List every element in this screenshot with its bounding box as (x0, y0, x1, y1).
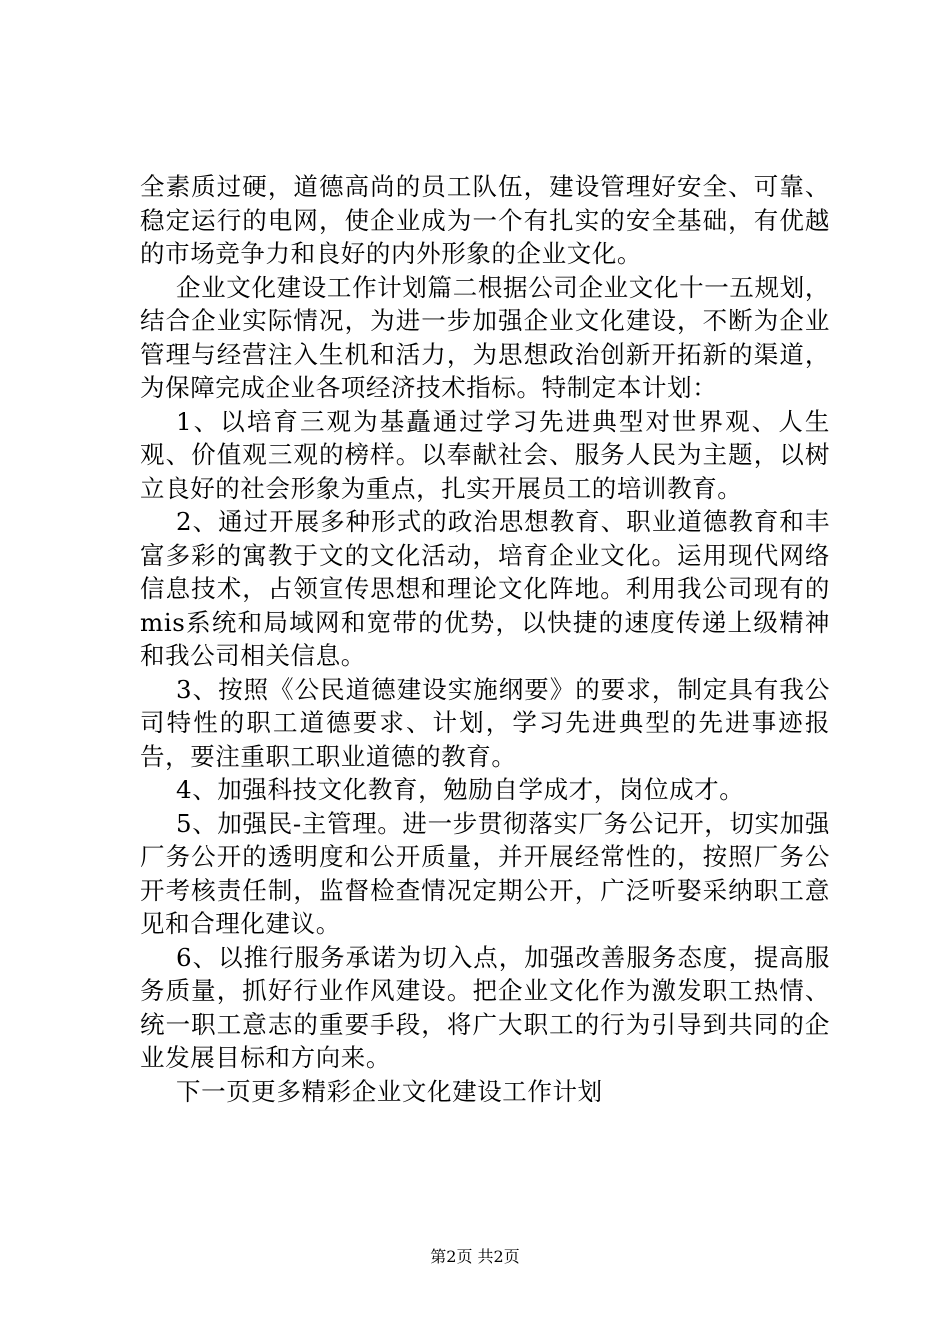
next-page-link-text: 下一页更多精彩企业文化建设工作计划 (176, 1076, 603, 1106)
paragraph-item-1: 1、以培育三观为基矗通过学习先进典型对世界观、人生观、价值观三观的榜样。以奉献社会、服务人民为主题，以树立良好的社会形象为重点，扎实开展员工的培训教育。 (140, 406, 830, 503)
paragraph-item-4: 4、加强科技文化教育，勉励自学成才，岗位成才。 (176, 775, 745, 804)
paragraph-item-3: 3、按照《公民道德建设实施纲要》的要求，制定具有我公司特性的职工道德要求、计划，学习先进典型的先进事迹报告，要注重职工职业道德的教育。 (140, 674, 830, 771)
document-body (140, 170, 830, 1108)
paragraph-item-2: 2、通过开展多种形式的政治思想教育、职业道德教育和丰富多彩的寓教于文的文化活动，培育企业文化。运用现代网络信息技术，占领宣传思想和理论文化阵地。利用我公司现有的mis系统和局域网和宽带的优势，以快捷的速度传递上级精神和我公司相关信息。 (140, 507, 830, 670)
page-number: 第2页 共2页 (430, 1247, 520, 1266)
paragraph-plan-intro: 企业文化建设工作计划篇二根据公司企业文化十一五规划，结合企业实际情况，为进一步加强企业文化建设，不断为企业管理与经营注入生机和活力，为思想政治创新开拓新的渠道，为保障完成企业各项经济技术指标。特制定本计划： (140, 272, 830, 402)
paragraph-item-5: 5、加强民-主管理。进一步贯彻落实厂务公记开，切实加强厂务公开的透明度和公开质量，并开展经常性的，按照厂务公开考核责任制，监督检查情况定期公开，广泛听娶采纳职工意见和合理化建议。 (140, 808, 830, 938)
paragraph-item-6: 6、以推行服务承诺为切入点，加强改善服务态度，提高服务质量，抓好行业作风建设。把企业文化作为激发职工热情、统一职工意志的重要手段，将广大职工的行为引导到共同的企业发展目标和方向来。 (140, 942, 830, 1072)
paragraph-continuation: 全素质过硬，道德高尚的员工队伍，建设管理好安全、可靠、稳定运行的电网，使企业成为一个有扎实的安全基础，有优越的市场竞争力和良好的内外形象的企业文化。 (140, 172, 830, 268)
